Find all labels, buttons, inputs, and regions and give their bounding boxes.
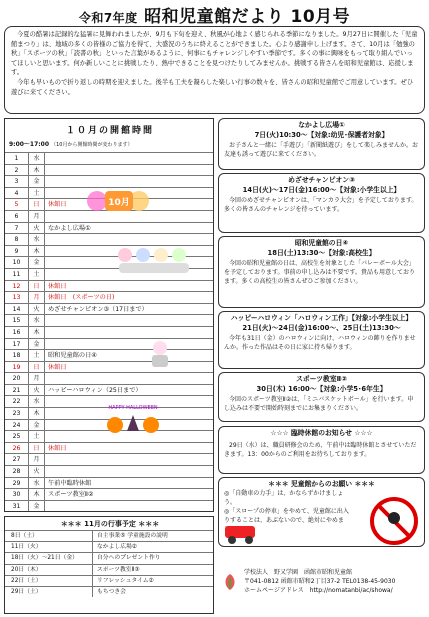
day-number: 24 (5, 420, 29, 431)
day-event: 休館日 (48, 444, 67, 452)
sports-text: 今回のスポーツ教室Ⅱ②は、「ミニバスケットボール」を行います。申し込みは不要で開始時刻までにお集まりください。 (224, 396, 414, 412)
weekday: 月 (29, 373, 45, 384)
calendar-row (5, 384, 213, 396)
calendar-row (5, 338, 213, 350)
day-event (45, 454, 213, 465)
calendar-row (5, 488, 213, 500)
day-number: 4 (5, 188, 29, 199)
event-name: スポーツ教室Ⅱ③ (97, 566, 140, 573)
day-number: 9 (5, 246, 29, 257)
day-number: 28 (5, 466, 29, 477)
calendar-row (5, 465, 213, 477)
day-event: 休館日 (48, 363, 67, 371)
weekday: 水 (29, 396, 45, 407)
day-number: 30 (5, 489, 29, 500)
footer-address: 〒041-0812 函館市昭和2丁目37-2 TEL0138-45-9030 (244, 578, 396, 585)
teacher-illustration (145, 339, 175, 369)
banner-text: 10月 (108, 198, 130, 208)
showa-day-box (218, 236, 425, 308)
weekday: 木 (29, 327, 45, 338)
closure-text: 29日（水）は、職員研修会のため、午前中は臨時休館とさせていただきます。13：00からのご利用をお待ちしております。 (224, 442, 417, 458)
day-number: 15 (5, 315, 29, 326)
october-banner-illustration (83, 177, 155, 217)
event-name: もちつき会 (97, 588, 126, 595)
footer (222, 566, 422, 612)
issue-month: 10月号 (290, 7, 351, 27)
sports-title: スポーツ教室Ⅱ② (296, 375, 347, 383)
champion-text: 今回のめざせチャンピオンは、「マンカラ大会」を予定しております。多くの皆さんのチャレンジを待っています。 (224, 197, 418, 213)
event-date: 22日（土） (5, 576, 93, 586)
calendar-row (5, 291, 213, 303)
weekday: 火 (29, 466, 45, 477)
day-number: 22 (5, 396, 29, 407)
halloween-illustration (93, 401, 173, 435)
weekday: 土 (29, 431, 45, 442)
calendar-row (5, 372, 213, 384)
weekday: 金 (29, 420, 45, 431)
day-number: 10 (5, 257, 29, 268)
calendar-row (5, 152, 213, 164)
weekday: 木 (29, 246, 45, 257)
weekday: 土 (29, 269, 45, 280)
weekday: 日 (29, 199, 45, 210)
day-number: 29 (5, 478, 29, 489)
event-date: 20日（木） (5, 565, 93, 575)
day-number: 13 (5, 292, 29, 303)
footer-text (244, 568, 395, 595)
weekday: 金 (29, 176, 45, 187)
champion-title: めざせチャンピオン③ (288, 176, 355, 184)
car-illustration (221, 520, 261, 546)
event-name: なかよし広場② (97, 544, 137, 551)
weekday: 水 (29, 234, 45, 245)
november-row (5, 530, 213, 541)
weekday: 火 (29, 385, 45, 396)
day-event: 休館日 (48, 201, 67, 209)
november-row (5, 586, 213, 597)
weekday: 月 (29, 211, 45, 222)
weekday: 水 (29, 478, 45, 489)
november-row (5, 552, 213, 563)
weekday: 木 (29, 165, 45, 176)
halloween-text: HAPPY HALLOWEEN (108, 405, 158, 411)
day-event (45, 373, 213, 384)
weekday: 水 (29, 315, 45, 326)
champion-box (218, 173, 425, 233)
request-item-1: ◎「自動車の力手」は、かならずかけましょう。 (224, 490, 344, 506)
intro-paragraph-2: 今年も早いもので折り返しの時期を迎えました。後半も工夫を凝らした楽しい行事の数々を、皆さんの昭和児童館でご用意しています。ぜひ遊びに来てください。 (11, 78, 414, 96)
day-number: 7 (5, 223, 29, 234)
newsletter-name: 昭和児童館だより (144, 7, 285, 27)
day-number: 27 (5, 454, 29, 465)
calendar-row (5, 280, 213, 292)
showa-day-date: 18日(土)13:30～【対象:高校生】 (267, 249, 376, 257)
november-events (4, 516, 214, 614)
nakayoshi-box (218, 118, 425, 170)
weekday: 水 (29, 153, 45, 164)
weekday: 日 (29, 281, 45, 292)
weekday: 月 (29, 454, 45, 465)
day-number: 12 (5, 281, 29, 292)
calendar-row (5, 349, 213, 361)
intro-message (4, 26, 425, 114)
day-event (45, 315, 213, 326)
day-event: めざせチャンピオン③（17日まで） (48, 305, 148, 313)
day-number: 5 (5, 199, 29, 210)
calendar-row (5, 314, 213, 326)
halloween-date: 21日(火)～24日(金)16:00～、25日(土)13:30～ (242, 324, 401, 332)
fiscal-year: 令和7年度 (78, 11, 138, 25)
day-number: 20 (5, 373, 29, 384)
day-number: 1 (5, 153, 29, 164)
day-event: なかよし広場① (48, 224, 91, 232)
event-date: 29日（土） (5, 587, 93, 597)
weekday: 金 (29, 257, 45, 268)
calendar-row (5, 361, 213, 373)
calendar-row (5, 477, 213, 489)
nakayoshi-title: なかよし広場① (298, 121, 345, 129)
day-number: 26 (5, 443, 29, 454)
day-number: 21 (5, 385, 29, 396)
event-name: リフレッシュタイム② (97, 577, 154, 584)
event-date: 11日（火） (5, 542, 93, 552)
weekday: 火 (29, 304, 45, 315)
sports-box (218, 372, 425, 422)
november-row (5, 541, 213, 552)
day-event (45, 501, 213, 512)
event-name: 自主事業⑤ 学童施設の説明 (97, 533, 168, 539)
closure-title: ☆☆☆ 臨時休館のお知らせ ☆☆☆ (270, 429, 373, 437)
calendar-row (5, 326, 213, 338)
calendar-row (5, 164, 213, 176)
weekday: 土 (29, 350, 45, 361)
weekday: 月 (29, 292, 45, 303)
calendar-row (5, 442, 213, 454)
calendar-row (5, 222, 213, 234)
day-number: 11 (5, 269, 29, 280)
day-event: ハッピーハロウィン（25日まで） (48, 386, 142, 394)
hours-note: （10月から開館時間が変わります） (51, 142, 133, 148)
day-number: 25 (5, 431, 29, 442)
day-event (45, 165, 213, 176)
day-number: 6 (5, 211, 29, 222)
request-box (218, 477, 425, 547)
day-number: 31 (5, 501, 29, 512)
request-title: ＊＊＊ 児童館からのお願い ＊＊＊ (268, 480, 375, 488)
november-row (5, 575, 213, 586)
weekday: 木 (29, 408, 45, 419)
day-number: 18 (5, 350, 29, 361)
halloween-text: 今年も31日（金）のハロウィンに向け、ハロウィンの飾りを作りませんか。作った作品はその日に家に持ち帰ります。 (224, 335, 416, 351)
day-event: スポーツ教室Ⅱ② (48, 491, 94, 499)
opening-hours (9, 139, 133, 148)
event-date: 18日（火）～21日（金） (5, 553, 93, 563)
november-title: ＊＊＊ 11月の行事予定 ＊＊＊ (60, 520, 160, 528)
calendar-row (5, 303, 213, 315)
showa-day-text: 今回の昭和児童館の日は、高校生を対象とした「バレーボール大会」を予定しております。事前の申し込みは不要です。貴品も用意しております。多くの高校生の皆さんぜひご参加ください。 (224, 260, 416, 285)
closure-notice-box (218, 426, 425, 474)
day-event (45, 339, 213, 350)
calendar-row (5, 500, 213, 512)
weekday: 日 (29, 362, 45, 373)
showa-day-title: 昭和児童館の日④ (294, 239, 349, 247)
weekday: 土 (29, 188, 45, 199)
day-number: 14 (5, 304, 29, 315)
intro-paragraph-1: 今夏の酷暑は記録的な猛暑に見舞われましたが、9月も下旬を迎え、秋風が心地よく感じられる季節になりました。9月27日に開催した「児童館まつり」は、地域の多くの皆様のご協力を得て、大盛況のうちに終えることができました。心より感謝申し上げます。さて、10月は「勉強の秋」「スポーツの秋」「読書の秋」といった言葉があるように、何事にもチャレンジしやすい季節です。多くの事に興味をもって取り組んでいってほしいと思います。何か新しいことに挑戦したり、熱中できることを見つけたりしてみませんか。挑戦する皆さんを昭和児童館は、応援します。 (11, 31, 418, 77)
weekday: 日 (29, 443, 45, 454)
day-event (45, 466, 213, 477)
weekday: 金 (29, 501, 45, 512)
day-event: 昭和児童館の日④ (48, 352, 97, 360)
no-entry-sign-icon (369, 496, 419, 546)
weekday: 火 (29, 223, 45, 234)
event-date: 8日（土） (5, 531, 93, 541)
day-event (45, 327, 213, 338)
nakayoshi-text: お子さんと一緒に「手遊び」「新聞紙遊び」をして楽しみませんか。お友達も誘って遊びに来てください。 (224, 142, 419, 158)
sports-date: 30日(木) 16:00～【対象:小学5･6年生】 (256, 385, 387, 393)
weekday: 金 (29, 339, 45, 350)
champion-date: 14日(火)～17日(金)16:00～【対象:小学生以上】 (242, 186, 401, 194)
day-event (45, 153, 213, 164)
halloween-title: ハッピーハロウィン「ハロウィン工作」【対象:小学生以上】 (230, 314, 413, 322)
footer-org: 学校法人 野又学園 函館市昭和児童館 (244, 569, 353, 576)
day-number: 17 (5, 339, 29, 350)
october-calendar (4, 118, 214, 512)
school-logo-icon (222, 572, 238, 592)
day-number: 2 (5, 165, 29, 176)
day-event: 午前中臨時休館 (48, 479, 92, 487)
day-event: 休館日 (スポーツの日) (48, 294, 115, 302)
nakayoshi-date: 7日(火)10:30～【対象:幼児･保護者対象】 (254, 131, 389, 139)
hours-value: 9:00～17:00 (9, 141, 50, 148)
day-number: 16 (5, 327, 29, 338)
day-number: 19 (5, 362, 29, 373)
children-playing-illustration (115, 243, 195, 277)
day-event: 休館日 (48, 282, 67, 290)
november-row (5, 564, 213, 575)
newsletter-title (0, 2, 429, 27)
footer-url[interactable]: ホームページアドレス http://nomatanbi/ac/showa/ (244, 587, 393, 594)
halloween-box (218, 311, 425, 369)
weekday: 木 (29, 489, 45, 500)
calendar-row (5, 453, 213, 465)
event-name: 自分へのプレゼント作り (97, 555, 161, 562)
day-number: 23 (5, 408, 29, 419)
day-number: 8 (5, 234, 29, 245)
day-number: 3 (5, 176, 29, 187)
calendar-title: １０月の開館時間 (65, 126, 154, 136)
november-rows (5, 530, 213, 597)
request-item-2: ◎「スロープの停車」をやめて、児童館に出入りすることは、あぶないので、絶対にやめま (224, 508, 349, 524)
